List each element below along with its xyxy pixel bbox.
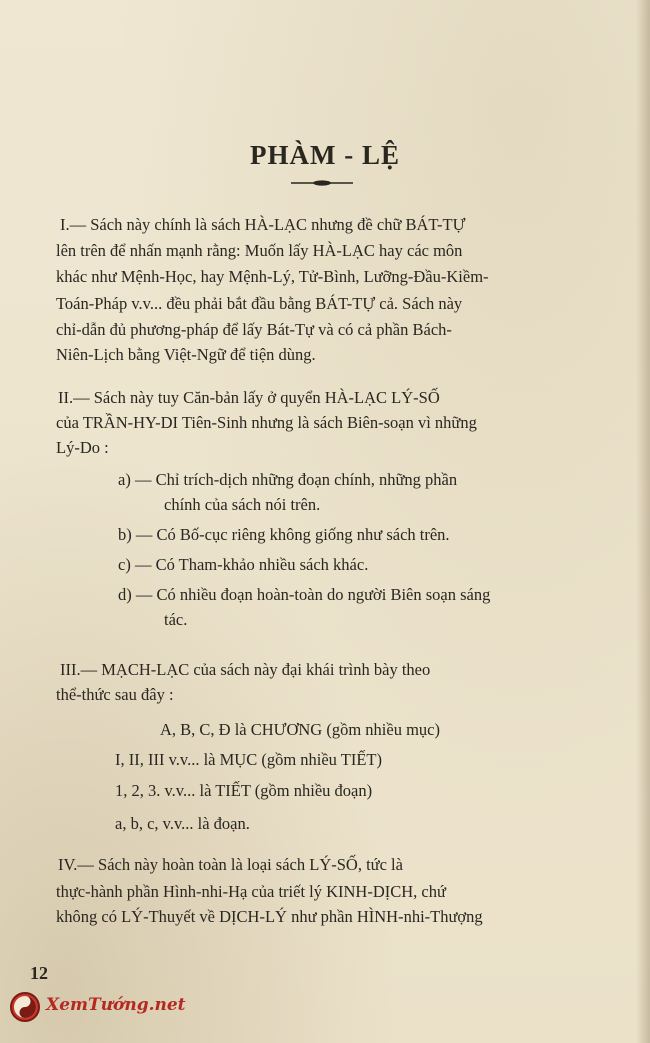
section-2-item: a) — Chỉ trích-dịch những đoạn chính, những phần	[118, 470, 458, 489]
page-title: PHÀM - LỆ	[250, 140, 400, 170]
section-2-item: chính của sách nói trên.	[164, 495, 321, 514]
yin-yang-icon	[10, 992, 40, 1022]
section-2-line: Lý-Do :	[56, 438, 109, 457]
watermark-logo[interactable]	[10, 990, 186, 1026]
section-2-item: c) — Có Tham-khảo nhiều sách khác.	[118, 555, 369, 574]
section-1-line: lên trên để nhấn mạnh rằng: Muốn lấy HÀ-LẠC hay các môn	[56, 241, 463, 260]
section-1-line: Toán-Pháp v.v... đều phải bắt đầu bằng BÁT-TỰ cả. Sách này	[56, 294, 463, 313]
section-1-line: Niên-Lịch bằng Việt-Ngữ để tiện dùng.	[56, 345, 316, 364]
section-3-item: A, B, C, Đ là CHƯƠNG (gồm nhiều mục)	[160, 720, 440, 739]
section-2-item: d) — Có nhiều đoạn hoàn-toàn do người Biên soạn sáng	[118, 585, 491, 604]
title-ornament	[291, 180, 353, 186]
page-number: 12	[30, 963, 48, 983]
section-3-line: III.— MẠCH-LẠC của sách này đại khái trình bày theo	[60, 660, 431, 679]
section-2-line: của TRẦN-HY-DI Tiên-Sinh nhưng là sách Biên-soạn vì những	[56, 413, 477, 432]
section-3-line: thể-thức sau đây :	[56, 685, 174, 704]
section-4-line: IV.— Sách này hoàn toàn là loại sách LÝ-SỐ, tức là	[58, 855, 403, 874]
section-1-line: khác như Mệnh-Học, hay Mệnh-Lý, Tử-Bình, Lưỡng-Đầu-Kiềm-	[56, 267, 489, 286]
section-3-item: a, b, c, v.v... là đoạn.	[115, 814, 250, 833]
section-4-line: thực-hành phần Hình-nhi-Hạ của triết lý KINH-DỊCH, chứ	[56, 882, 446, 901]
section-3-item: 1, 2, 3. v.v... là TIẾT (gồm nhiều đoạn)	[115, 781, 373, 800]
section-2-item: b) — Có Bố-cục riêng không giống như sách trên.	[118, 525, 450, 544]
section-1-line: I.— Sách này chính là sách HÀ-LẠC nhưng đề chữ BÁT-TỰ	[60, 215, 466, 234]
section-2-line: II.— Sách này tuy Căn-bản lấy ở quyển HÀ-LẠC LÝ-SỐ	[58, 388, 440, 407]
section-4-line: không có LÝ-Thuyết về DỊCH-LÝ như phần HÌNH-nhi-Thượng	[56, 907, 483, 926]
section-3-item: I, II, III v.v... là MỤC (gồm nhiều TIẾT)	[115, 750, 382, 769]
watermark-text: XemTướng.net	[46, 995, 186, 1015]
section-1-line: chỉ-dẫn đủ phương-pháp để lấy Bát-Tự và có cả phần Bách-	[56, 320, 452, 339]
section-2-item: tác.	[164, 610, 188, 629]
